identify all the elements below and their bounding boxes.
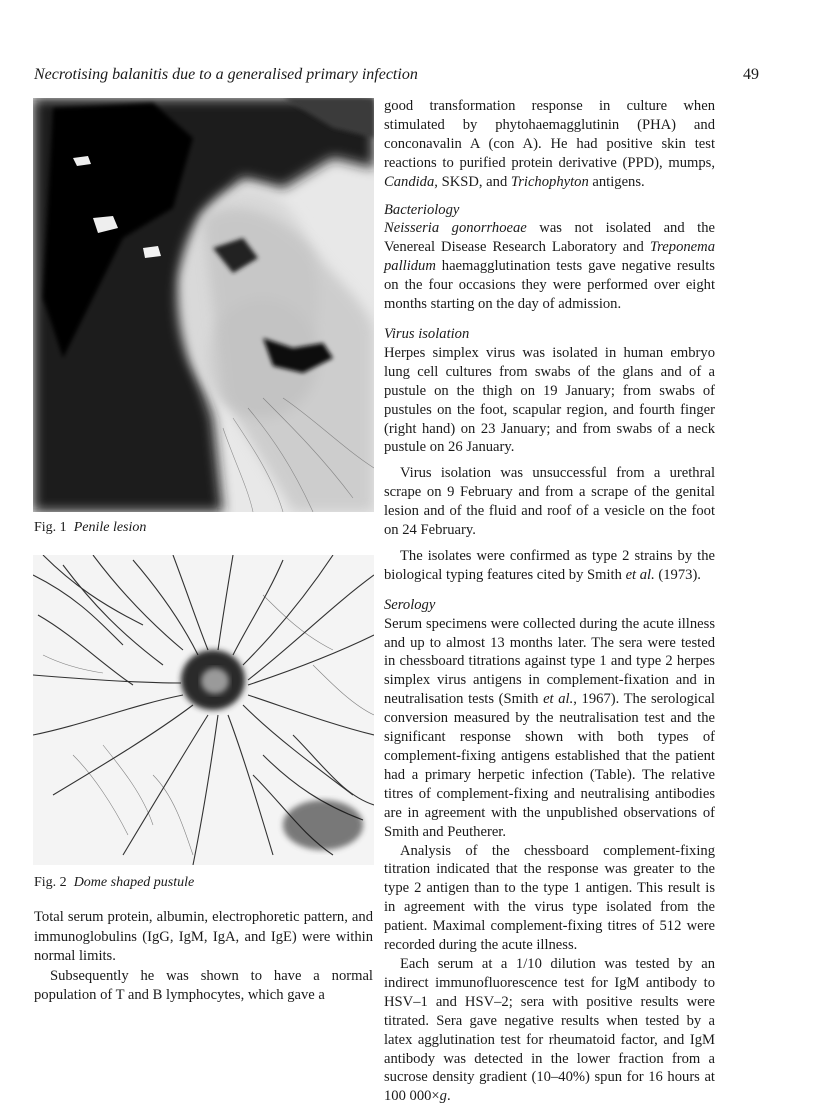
figure-1-title: Penile lesion bbox=[73, 520, 147, 535]
text-run: was not isolated and the Venereal Disease Research Laboratory and bbox=[384, 220, 715, 256]
paragraph-virus-1: Herpes simplex virus was isolated in human embryo lung cell cultures from swabs of the glans and of a pustule on the thigh on 19 January; from swabs of pustules on the foot, scapular region, and fourth finger (right hand) on 23 January; and from swabs of a neck pustule on 26 January. bbox=[384, 344, 715, 456]
running-title: Necrotising balanitis due to a generalised primary infection bbox=[34, 66, 418, 83]
paragraph-lymphocytes: Subsequently he was shown to have a normal population of T and B lymphocytes, which gave a bbox=[34, 967, 373, 1004]
figure-1-caption bbox=[34, 520, 146, 536]
italic-term: Neisseria gonorrhoeae bbox=[384, 220, 527, 237]
text-run: The isolates were confirmed as type 2 strains by the biological typing features cited by Smith bbox=[384, 547, 715, 583]
paragraph-bacteriology bbox=[384, 219, 715, 314]
italic-term: Candida bbox=[384, 173, 435, 190]
text-run: (1973). bbox=[654, 566, 701, 583]
figure-2-image bbox=[33, 555, 374, 865]
figure-1-image bbox=[33, 98, 374, 512]
heading-bacteriology: Bacteriology bbox=[384, 201, 460, 218]
figure-2-photo bbox=[33, 555, 374, 865]
paragraph-virus-3 bbox=[384, 547, 715, 585]
paragraph-transformation bbox=[384, 97, 715, 192]
right-column-text bbox=[384, 97, 715, 1106]
text-run: antigens. bbox=[588, 173, 645, 190]
paragraph-serology-3 bbox=[384, 955, 715, 1106]
heading-serology: Serology bbox=[384, 596, 436, 613]
paragraph-serology-2: Analysis of the chessboard complement-fixing titration indicated that the response was greater to the type 2 antigen than to the type 1 antigen. This result is in agreement with the virus type isolated from the patient. Maximal complement-fixing titres of 512 were recorded during the acute illness. bbox=[384, 842, 715, 954]
paragraph-serum-protein: Total serum protein, albumin, electrophoretic pattern, and immunoglobulins (IgG, IgM, IgA, and IgE) were within normal limits. bbox=[34, 909, 373, 965]
italic-term: g bbox=[439, 1088, 447, 1105]
figure-2-title: Dome shaped pustule bbox=[73, 875, 195, 890]
italic-term: et al. bbox=[543, 691, 574, 708]
heading-virus-isolation: Virus isolation bbox=[384, 325, 470, 342]
paragraph-serology-1 bbox=[384, 615, 715, 842]
text-run: haemagglutination tests gave negative results on the four occasions they were performed over eight months starting on the day of admission. bbox=[384, 258, 715, 313]
text-run: good transformation response in culture when stimulated by phytohaemagglutinin (PHA) and conconavalin A (con A). He had positive skin test reactions to purified protein derivative (PPD), mumps, bbox=[384, 98, 715, 171]
text-run: , SKSD, and bbox=[434, 173, 511, 190]
text-run: Each serum at a 1/10 dilution was tested by an indirect immunofluorescence test for IgM antibody to HSV–1 and HSV–2; sera with positive results were titrated. Sera gave negative results when tested by a latex agglutination test for rheumatoid factor, and IgM antibody was detected in the lower fraction from a sucrose density gradient (10–40%) spun for 16 hours at 100 000× bbox=[384, 955, 715, 1105]
italic-term: Treponema pallidum bbox=[384, 239, 715, 275]
text-run: Serum specimens were collected during the acute illness and up to almost 13 months later. The sera were tested in chessboard titrations against type 1 and type 2 herpes simplex virus antigens in complement-fixation and in neutralisation tests (Smith bbox=[384, 615, 715, 708]
text-run: , 1967). The serological conversion measured by the neutralisation test and the significant response shown with both types of complement-fixing antigens established that the patient had a primary herpetic infection (Table). The relative titres of complement-fixing and neutralising antibodies are in agreement with the unpublished observations of Smith and Peutherer. bbox=[384, 691, 715, 840]
figure-2-label: Fig. 2 bbox=[34, 875, 67, 890]
paragraph-virus-2: Virus isolation was unsuccessful from a urethral scrape on 9 February and from a scrape of the genital lesion and of the fluid and roof of a vesicle on the foot on 24 February. bbox=[384, 465, 715, 539]
text-run: . bbox=[446, 1088, 451, 1105]
page-number: 49 bbox=[743, 66, 759, 83]
italic-term: Trichophyton bbox=[510, 173, 589, 190]
figure-1-label: Fig. 1 bbox=[34, 520, 67, 535]
left-column-text bbox=[34, 908, 373, 1006]
italic-term: et al. bbox=[625, 566, 655, 583]
figure-2-caption bbox=[34, 875, 194, 891]
figure-1-photo bbox=[33, 98, 374, 512]
